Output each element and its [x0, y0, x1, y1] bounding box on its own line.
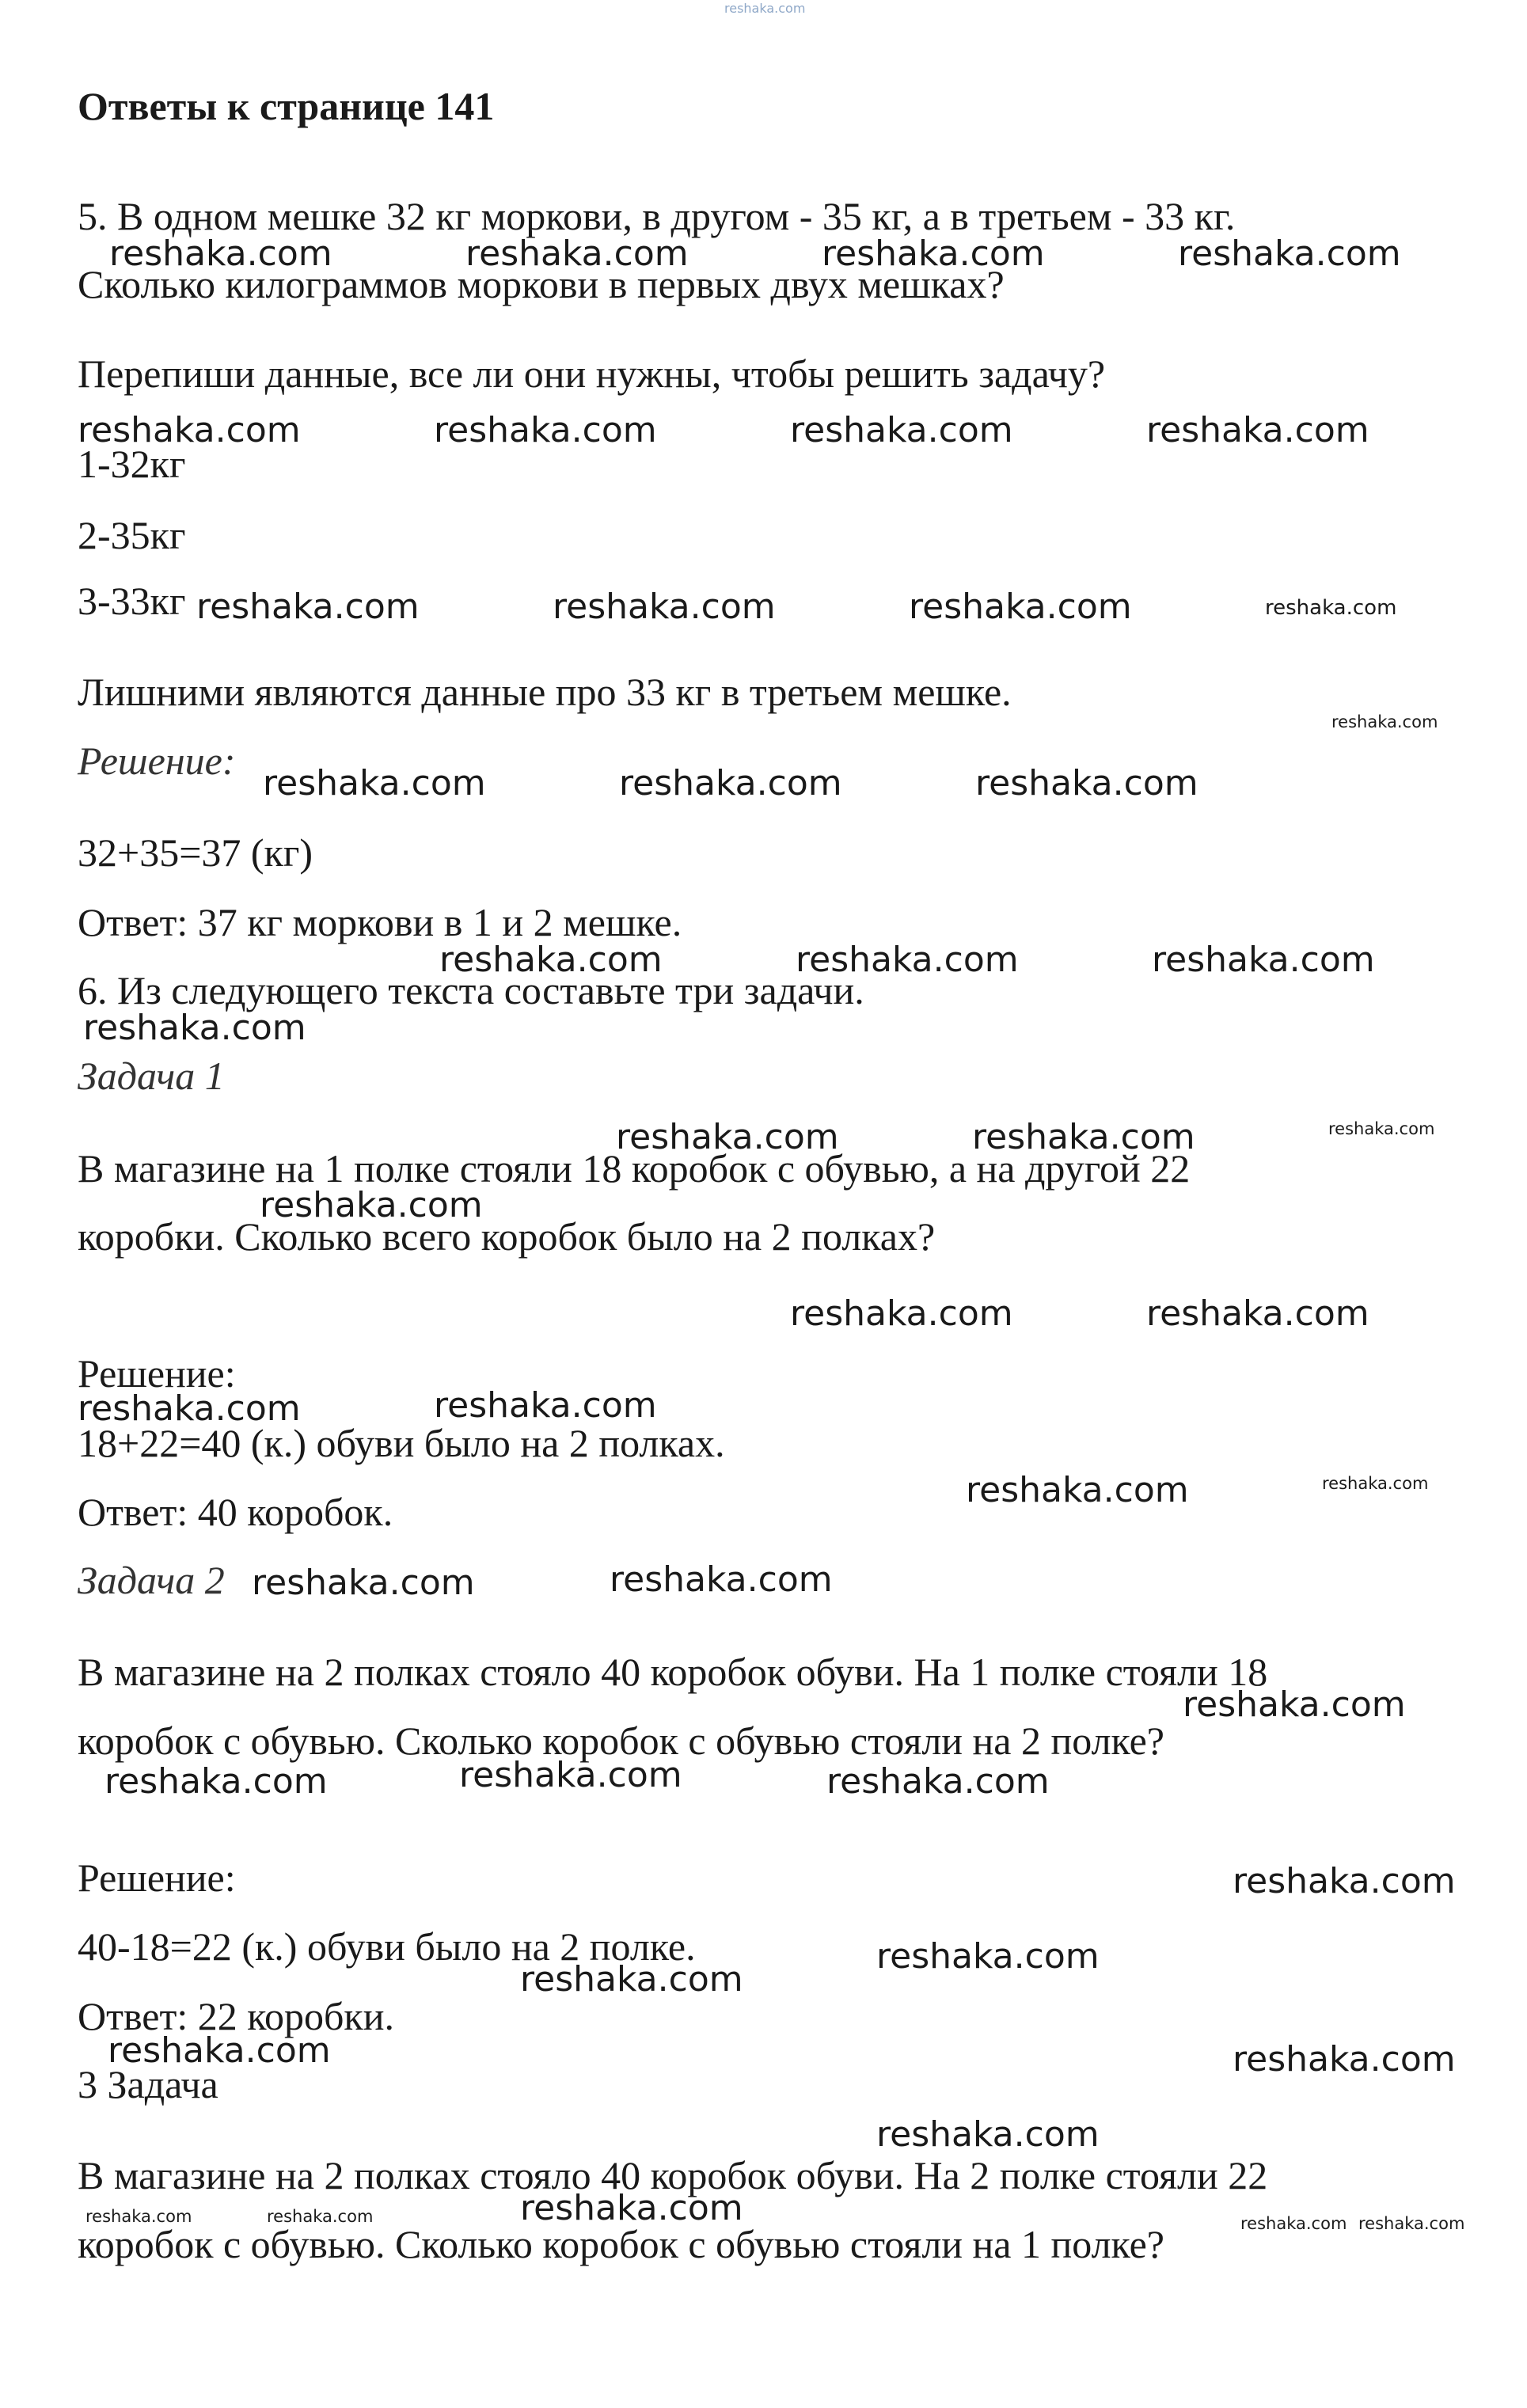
- watermark: reshaka.com: [1233, 1861, 1456, 1901]
- watermark: reshaka.com: [975, 763, 1198, 803]
- watermark: reshaka.com: [553, 587, 776, 627]
- task5-data-item: 3-33кг: [78, 579, 186, 623]
- watermark: reshaka.com: [966, 1470, 1189, 1510]
- watermark: reshaka.com: [78, 1388, 301, 1429]
- watermark: reshaka.com: [610, 1559, 833, 1600]
- watermark: reshaka.com: [1328, 1119, 1435, 1138]
- task6-problem2-label: Задача 2: [78, 1558, 225, 1602]
- watermark: reshaka.com: [267, 2207, 374, 2226]
- watermark: reshaka.com: [1331, 712, 1438, 731]
- task5-solution: 32+35=37 (кг): [78, 830, 313, 875]
- watermark: reshaka.com: [196, 587, 420, 627]
- watermark: reshaka.com: [1152, 940, 1375, 980]
- task6-problem1-answer: Ответ: 40 коробок.: [78, 1490, 393, 1534]
- watermark: reshaka.com: [1183, 1684, 1406, 1725]
- watermark: reshaka.com: [252, 1563, 475, 1603]
- watermark: reshaka.com: [434, 410, 657, 450]
- watermark: reshaka.com: [826, 1761, 1050, 1802]
- watermark: reshaka.com: [85, 2207, 192, 2226]
- task6-problem2-text-line2: коробок с обувью. Сколько коробок с обувью стояли на 2 полке?: [78, 1719, 1164, 1763]
- task6-problem3-label: 3 Задача: [78, 2062, 218, 2106]
- task6-problem1-text-line2: коробки. Сколько всего коробок было на 2 полках?: [78, 1214, 936, 1259]
- watermark: reshaka.com: [263, 763, 486, 803]
- task6-problem2-solution-label: Решение:: [78, 1855, 236, 1900]
- watermark: reshaka.com: [1265, 596, 1397, 620]
- watermark: reshaka.com: [619, 763, 842, 803]
- watermark: reshaka.com: [459, 1755, 682, 1795]
- task6-problem2-solution: 40-18=22 (к.) обуви было на 2 полке.: [78, 1924, 696, 1969]
- watermark: reshaka.com: [876, 2114, 1100, 2155]
- watermark: reshaka.com: [790, 1293, 1013, 1334]
- watermark: reshaka.com: [465, 234, 689, 274]
- watermark: reshaka.com: [876, 1936, 1100, 1977]
- watermark: reshaka.com: [1322, 1474, 1429, 1493]
- watermark: reshaka.com: [822, 234, 1045, 274]
- task5-data-item: 2-35кг: [78, 513, 186, 557]
- watermark: reshaka.com: [1146, 410, 1369, 450]
- task6-heading: 6. Из следующего текста составьте три задачи.: [78, 968, 864, 1012]
- header-watermark: reshaka.com: [724, 1, 806, 16]
- watermark: reshaka.com: [108, 2030, 331, 2071]
- watermark: reshaka.com: [260, 1185, 483, 1225]
- watermark: reshaka.com: [790, 410, 1013, 450]
- task6-problem1-text-line1: В магазине на 1 полке стояли 18 коробок с обувью, а на другой 22: [78, 1146, 1191, 1191]
- watermark: reshaka.com: [972, 1117, 1195, 1157]
- task5-data-item: 1-32кг: [78, 442, 186, 486]
- task6-problem2-answer: Ответ: 22 коробки.: [78, 1994, 394, 2038]
- watermark: reshaka.com: [78, 410, 301, 450]
- watermark: reshaka.com: [1178, 234, 1401, 274]
- task6-problem1-solution-label: Решение:: [78, 1351, 236, 1396]
- task5-problem-line1: 5. В одном мешке 32 кг моркови, в другом - 35 кг, а в третьем - 33 кг.: [78, 194, 1236, 238]
- task5-solution-label: Решение:: [78, 739, 236, 783]
- watermark: reshaka.com: [616, 1117, 839, 1157]
- task5-answer: Ответ: 37 кг моркови в 1 и 2 мешке.: [78, 900, 682, 944]
- watermark: reshaka.com: [109, 234, 332, 274]
- watermark: reshaka.com: [434, 1385, 657, 1426]
- task6-problem1-label: Задача 1: [78, 1054, 225, 1098]
- page-title: Ответы к странице 141: [78, 84, 495, 128]
- watermark: reshaka.com: [1233, 2039, 1456, 2079]
- watermark: reshaka.com: [1358, 2214, 1465, 2233]
- watermark: reshaka.com: [1146, 1293, 1369, 1334]
- watermark: reshaka.com: [520, 1959, 743, 2000]
- task5-instruction: Перепиши данные, все ли они нужны, чтобы решить задачу?: [78, 351, 1106, 396]
- watermark: reshaka.com: [796, 940, 1019, 980]
- watermark: reshaka.com: [520, 2188, 743, 2228]
- task6-problem3-text-line2: коробок с обувью. Сколько коробок с обувью стояли на 1 полке?: [78, 2222, 1164, 2266]
- watermark: reshaka.com: [1240, 2214, 1347, 2233]
- watermark: reshaka.com: [439, 940, 663, 980]
- watermark: reshaka.com: [83, 1008, 306, 1048]
- task6-problem3-text-line1: В магазине на 2 полках стояло 40 коробок обуви. На 2 полке стояли 22: [78, 2153, 1268, 2197]
- watermark: reshaka.com: [104, 1761, 328, 1802]
- task5-note: Лишними являются данные про 33 кг в третьем мешке.: [78, 670, 1012, 714]
- task5-problem-line2: Сколько килограммов моркови в первых двух мешках?: [78, 262, 1005, 306]
- task6-problem1-solution: 18+22=40 (к.) обуви было на 2 полках.: [78, 1421, 725, 1465]
- watermark: reshaka.com: [909, 587, 1132, 627]
- task6-problem2-text-line1: В магазине на 2 полках стояло 40 коробок обуви. На 1 полке стояли 18: [78, 1650, 1268, 1694]
